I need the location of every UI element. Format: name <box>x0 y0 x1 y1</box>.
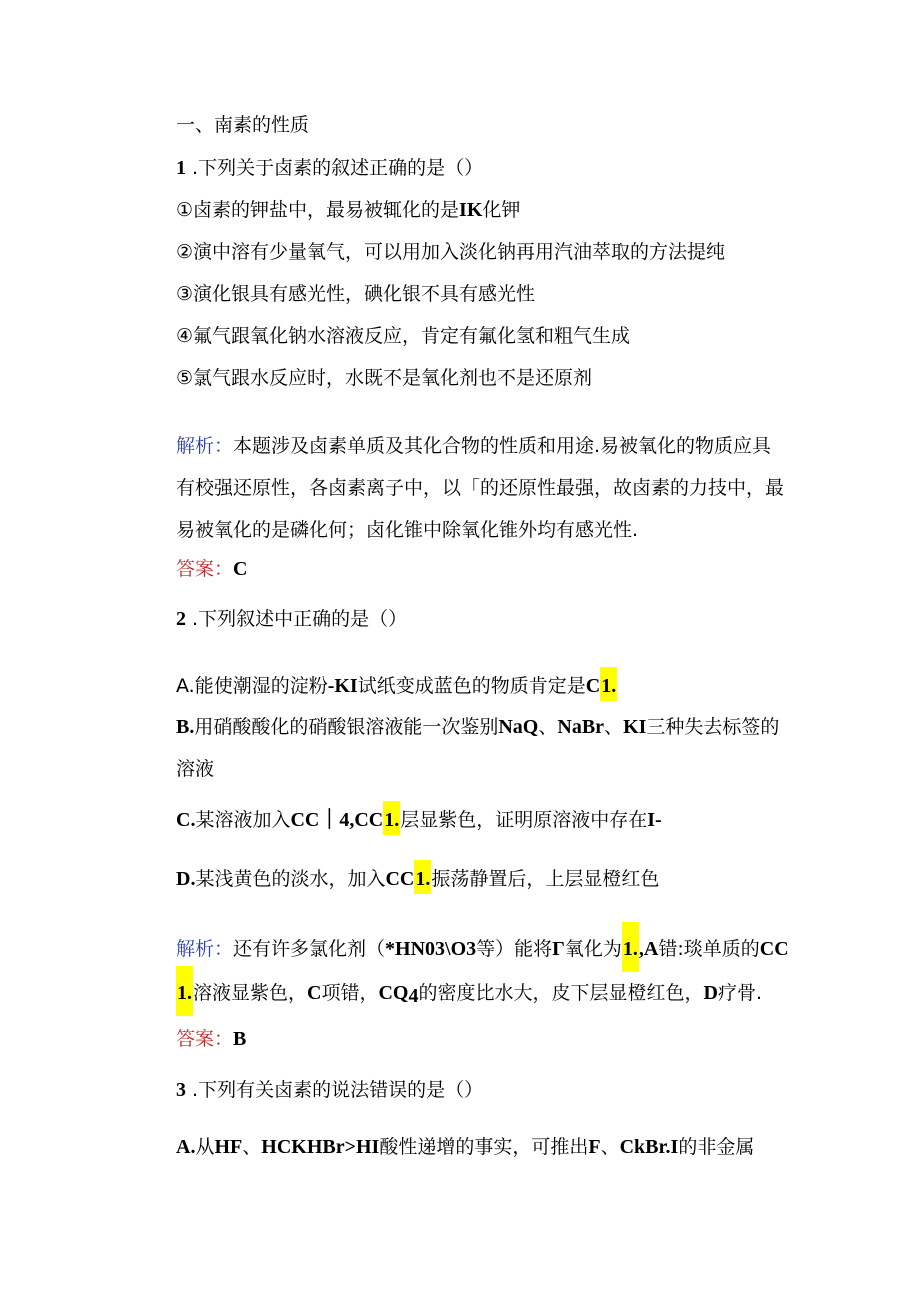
question-1-stem: 1 .下列关于卤素的叙述正确的是（） <box>176 157 484 179</box>
q1-answer: 答案：C <box>176 558 248 580</box>
q1-option-3: ③演化银具有感光性，碘化银不具有感光性 <box>176 283 536 305</box>
answer-label: 答案： <box>176 1028 234 1050</box>
q2-answer: 答案：B <box>176 1028 247 1050</box>
answer-label: 答案： <box>176 558 234 580</box>
q1-option-1: ①卤素的钾盐中，最易被辄化的是IK化钾 <box>176 199 521 221</box>
highlight-mark: 1. <box>414 860 431 894</box>
highlight-mark: 1. <box>176 966 193 1016</box>
q1-explanation: 解析：本题涉及卤素单质及其化合物的性质和用途.易被氧化的物质应具有校强还原性，各卤素离子中，以「的还原性最强，故卤素的力技中，最易被氧化的是磷化何；卤化锥中除氧化锥外均有感光性. <box>176 435 785 541</box>
q2-option-b: B.用硝酸酸化的硝酸银溶液能一次鉴别NaQ、NaBr、KI三种失去标签的溶液 <box>176 716 780 780</box>
q2-option-d: D.某浅黄色的淡水，加入CC1.振荡静置后，上层显橙红色 <box>176 866 659 894</box>
highlight-mark: 1. <box>622 922 639 972</box>
section-title: 一、南素的性质 <box>176 114 310 136</box>
q1-option-4: ④氟气跟氧化钠水溶液反应，肯定有氟化氢和粗气生成 <box>176 325 631 347</box>
q2-explanation: 解析：还有许多氯化剂（*HN03\O3等）能将Γ氧化为1.,A错:琰单质的CC1.溶液显紫色，C项错，$CQ_4$的密度比水大，皮下层显橙红色，D疗骨. <box>176 928 790 1017</box>
highlight-mark: 1. <box>600 667 617 701</box>
q1-option-2: ②演中溶有少量氧气，可以用加入淡化钠再用汽油萃取的方法提纯 <box>176 241 726 263</box>
q2-option-c: C.某溶液加入CC｜4,CC1.层显紫色，证明原溶液中存在I- <box>176 807 662 835</box>
explanation-label: 解析： <box>176 435 234 457</box>
q2-option-a: A.能使潮湿的淀粉-KI试纸变成蓝色的物质肯定是C1. <box>176 673 617 701</box>
explanation-label: 解析： <box>176 938 234 960</box>
question-2-stem: 2 .下列叙述中正确的是（） <box>176 608 408 630</box>
q3-option-a: A.从HF、HCKHBr>HI酸性递增的事实，可推出F、CkBr.I的非金属 <box>176 1136 755 1158</box>
highlight-mark: 1. <box>383 801 400 835</box>
question-3-stem: 3 .下列有关卤素的说法错误的是（） <box>176 1079 484 1101</box>
q1-option-5: ⑤氯气跟水反应时，水既不是氧化剂也不是还原剂 <box>176 367 593 389</box>
